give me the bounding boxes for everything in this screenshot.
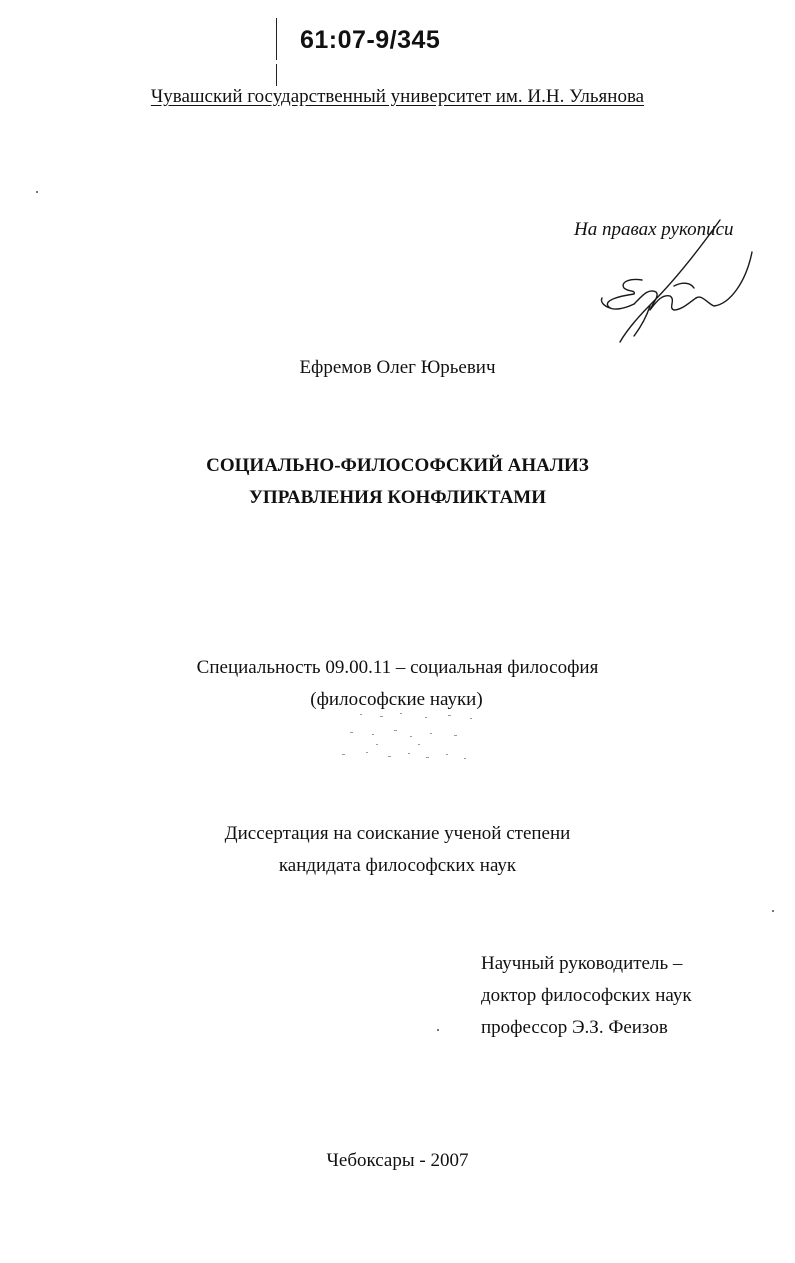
- scan-speck: [437, 1029, 439, 1031]
- dissertation-statement: [0, 818, 795, 882]
- specialty-block: [0, 652, 795, 716]
- scan-noise: [330, 708, 480, 768]
- scan-speck: [772, 910, 774, 912]
- library-stamp-code: 61:07-9/345: [300, 26, 441, 54]
- supervisor-line-2: доктор философских наук: [481, 985, 692, 1006]
- university-name: Чувашский государственный университет им. И.Н. Ульянова: [150, 86, 645, 107]
- city-year: Чебоксары - 2007: [326, 1150, 469, 1171]
- supervisor-line-1: Научный руководитель –: [481, 953, 683, 974]
- signature-icon: [590, 218, 760, 348]
- supervisor-block: [481, 948, 692, 1044]
- dissertation-title: [0, 450, 795, 514]
- manuscript-note: На правах рукописи: [574, 219, 734, 240]
- stamp-divider-top: [276, 18, 277, 60]
- dissertation-line-1: Диссертация на соискание ученой степени: [224, 823, 571, 844]
- specialty-line-1: Специальность 09.00.11 – социальная философия: [196, 657, 599, 678]
- dissertation-line-2: кандидата философских наук: [278, 855, 517, 876]
- scan-speck: [36, 191, 38, 193]
- supervisor-line-3: профессор Э.З. Феизов: [481, 1017, 668, 1038]
- specialty-line-2: (философские науки): [310, 689, 483, 710]
- title-line-1: СОЦИАЛЬНО-ФИЛОСОФСКИЙ АНАЛИЗ: [206, 455, 589, 476]
- title-line-2: УПРАВЛЕНИЯ КОНФЛИКТАМИ: [248, 487, 547, 508]
- stamp-divider-bottom: [276, 64, 277, 86]
- author-name: Ефремов Олег Юрьевич: [299, 357, 496, 378]
